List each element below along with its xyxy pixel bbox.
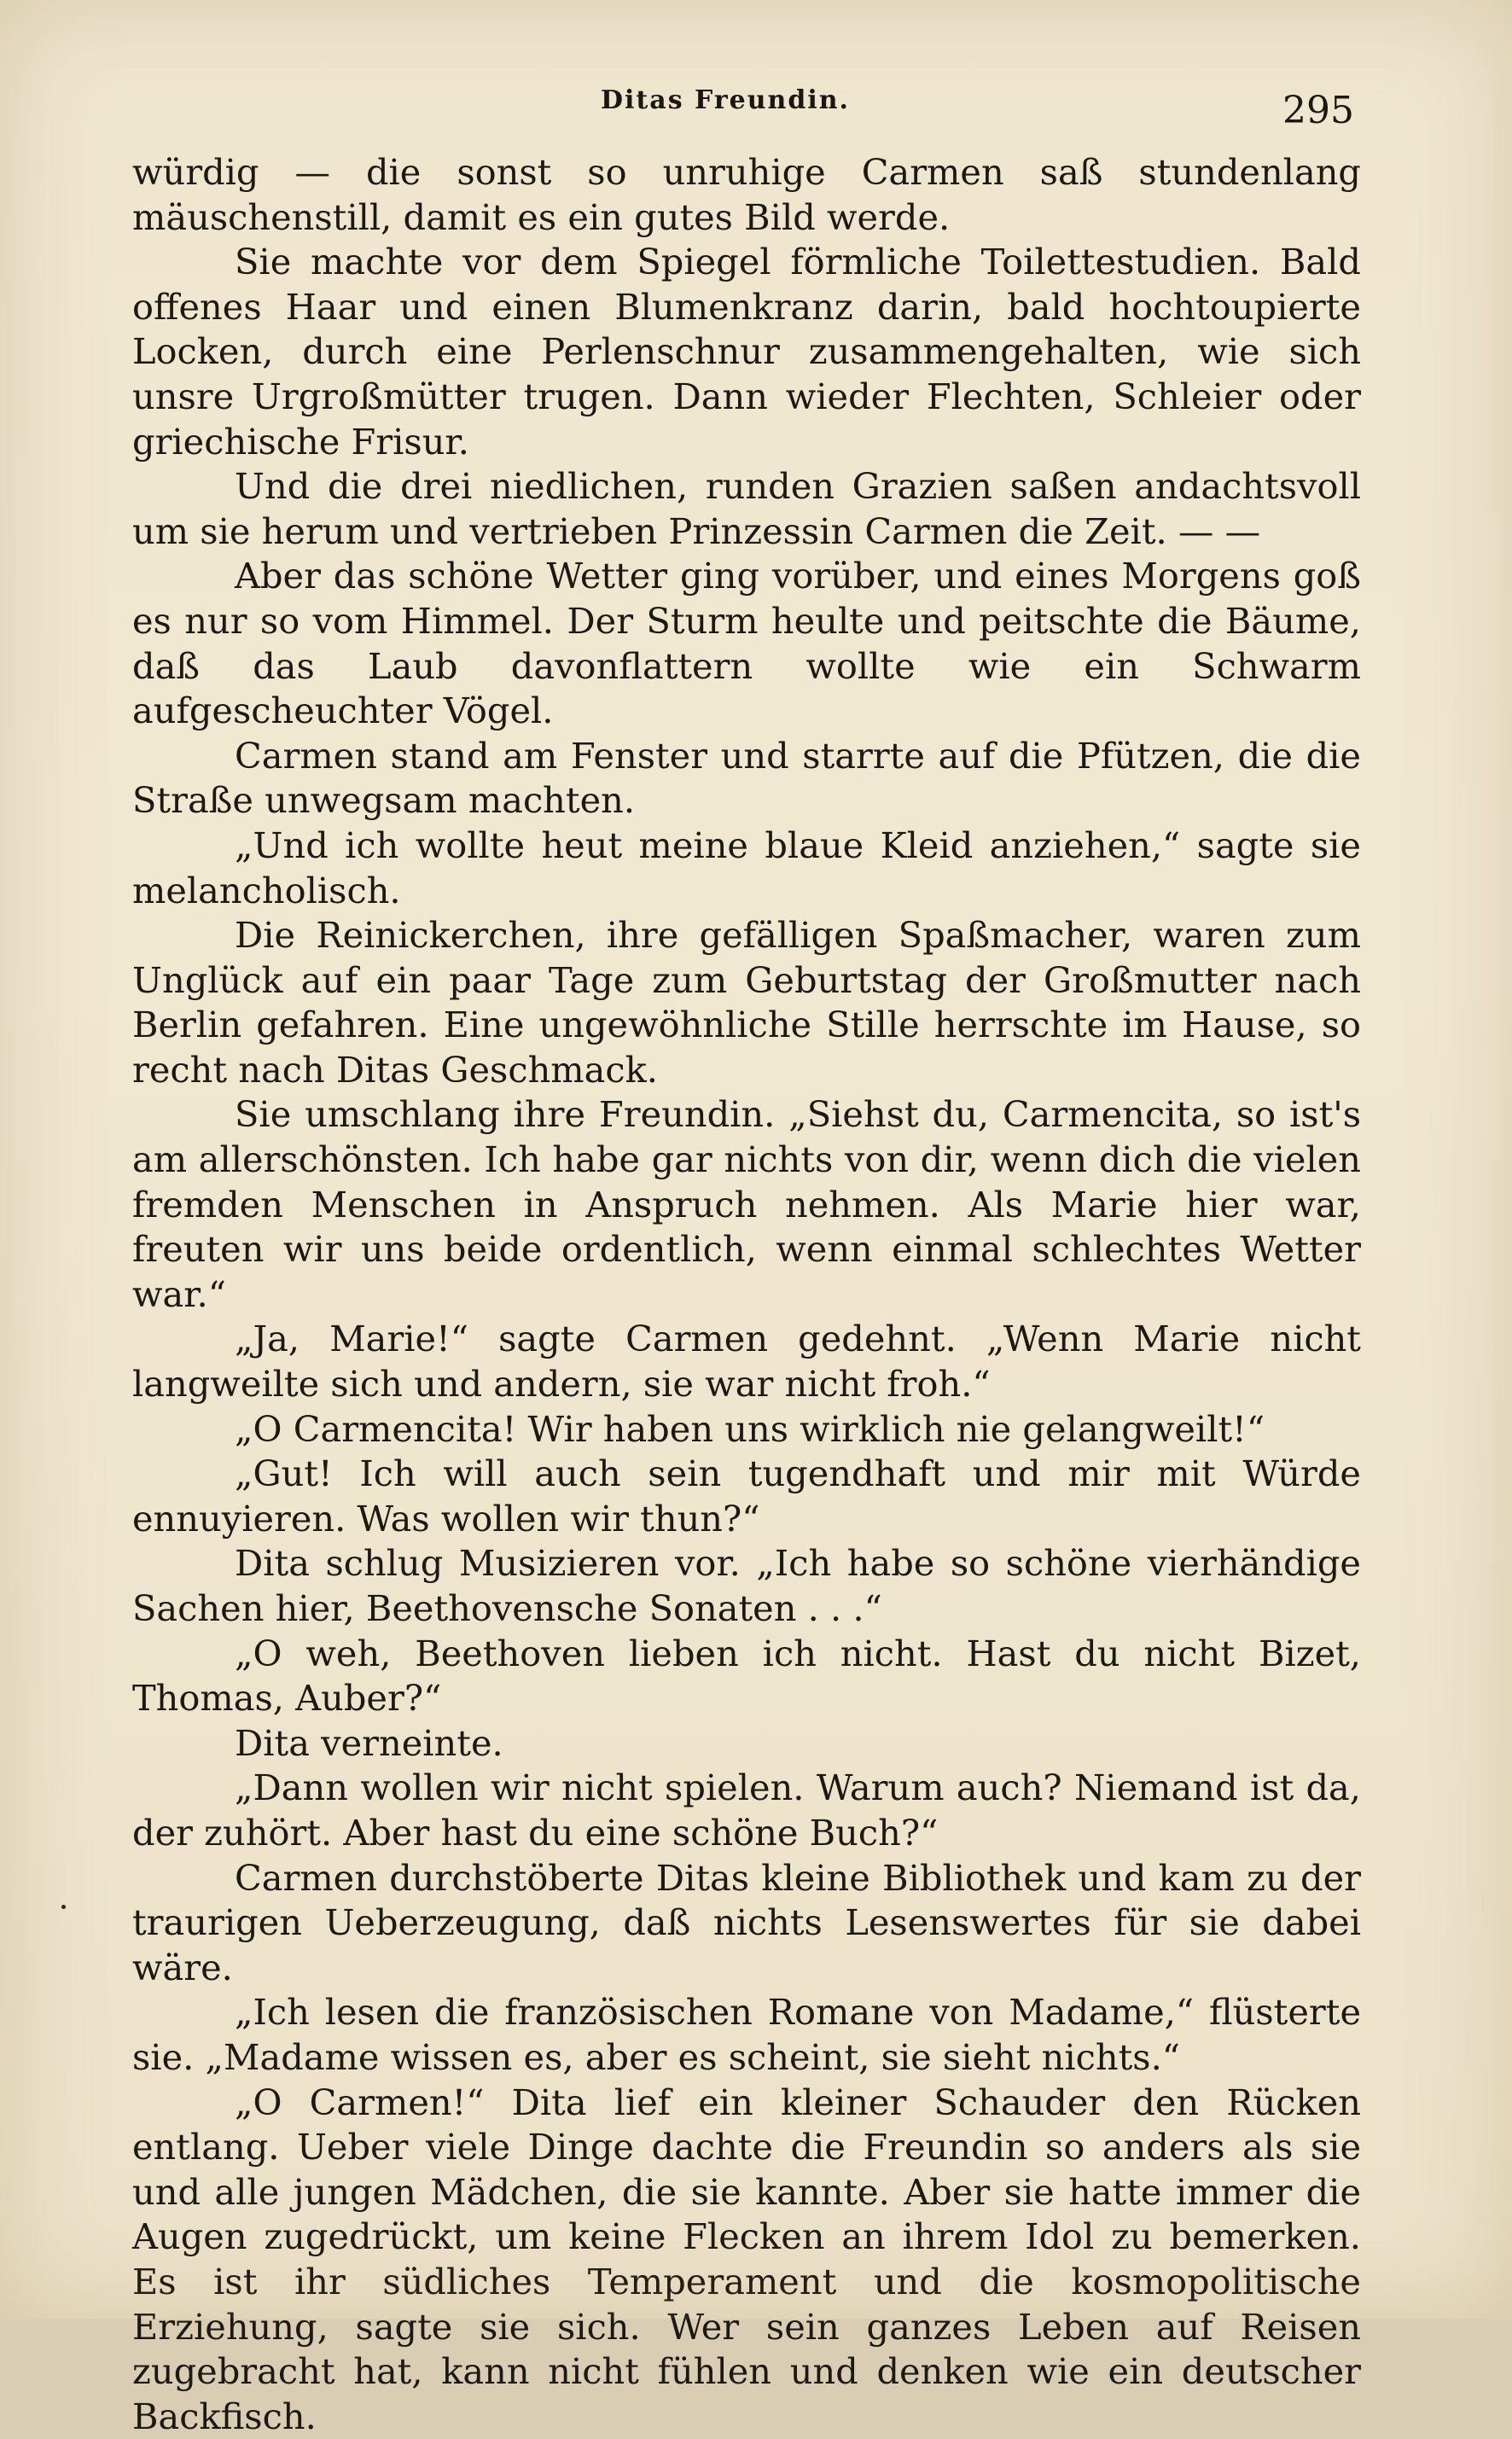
body-text [132, 150, 1361, 2439]
paragraph: „O weh, Beethoven lieben ich nicht. Hast du nicht Bizet, Thomas, Auber?“ [132, 1632, 1361, 1720]
paragraph: Carmen stand am Fenster und starrte auf die Pfützen, die die Straße unwegsam machten. [132, 734, 1361, 822]
paragraph: Die Reinickerchen, ihre gefälligen Spaßmacher, waren zum Unglück auf ein paar Tage zum Geburtstag der Großmutter nach Berlin gefahren. Eine ungewöhnliche Stille herrschte im Hause, so recht nach Ditas Geschmack. [132, 914, 1361, 1091]
running-head [0, 79, 1512, 130]
paragraph: würdig — die sonst so unruhige Carmen saß stundenlang mäuschenstill, damit es ein gutes Bild werde. [132, 151, 1361, 238]
paragraph: Sie machte vor dem Spiegel förmliche Toilettestudien. Bald offenes Haar und einen Blumenkranz darin, bald hochtoupierte Locken, durch eine Perlenschnur zusammengehalten, wie sich unsre Urgroßmütter trugen. Dann wieder Flechten, Schleier oder griechische Frisur. [132, 241, 1361, 463]
paragraph: Aber das schöne Wetter ging vorüber, und eines Morgens goß es nur so vom Himmel. Der Sturm heulte und peitschte die Bäume, daß das Laub davonflattern wollte wie ein Schwarm aufgescheuchter Vögel. [132, 555, 1361, 732]
paragraph: „Ja, Marie!“ sagte Carmen gedehnt. „Wenn Marie nicht langweilte sich und andern, sie war nicht froh.“ [132, 1318, 1361, 1406]
paragraph: „Ich lesen die französischen Romane von Madame,“ flüsterte sie. „Madame wissen es, aber es scheint, sie sieht nichts.“ [132, 1991, 1361, 2078]
page-number: 295 [1282, 89, 1354, 132]
paragraph: Dita verneinte. [235, 1721, 503, 1764]
paragraph: „Und ich wollte heut meine blaue Kleid anziehen,“ sagte sie melancholisch. [132, 824, 1361, 911]
paragraph: „O Carmencita! Wir haben uns wirklich nie gelangweilt!“ [235, 1407, 1265, 1450]
paragraph: Sie umschlang ihre Freundin. „Siehst du, Carmencita, so ist's am allerschönsten. Ich habe gar nichts von dir, wenn dich die vielen fremden Menschen in Anspruch nehmen. Als Marie hier war, freuten wir uns beide ordentlich, wenn einmal schlechtes Wetter war.“ [132, 1093, 1361, 1315]
ink-speck [61, 1905, 66, 1909]
paragraph: „Gut! Ich will auch sein tugendhaft und mir mit Würde ennuyieren. Was wollen wir thun?“ [132, 1452, 1361, 1540]
paragraph: „Dann wollen wir nicht spielen. Warum auch? Niemand ist da, der zuhört. Aber hast du eine schöne Buch?“ [132, 1767, 1361, 1854]
paragraph: Dita schlug Musizieren vor. „Ich habe so schöne vierhändige Sachen hier, Beethovensche Sonaten . . .“ [132, 1542, 1361, 1629]
running-title: Ditas Freundin. [601, 85, 850, 115]
paragraph: Carmen durchstöberte Ditas kleine Bibliothek und kam zu der traurigen Ueberzeugung, daß nichts Lesenswertes für sie dabei wäre. [132, 1856, 1361, 1988]
paragraph: Und die drei niedlichen, runden Grazien saßen andachtsvoll um sie herum und vertrieben Prinzessin Carmen die Zeit. — — [132, 465, 1361, 552]
paragraph: „O Carmen!“ Dita lief ein kleiner Schauder den Rücken entlang. Ueber viele Dinge dachte die Freundin so anders als sie und alle jungen Mädchen, die sie kannte. Aber sie hatte immer die Augen zugedrückt, um keine Flecken an ihrem Idol zu bemerken. Es ist ihr südliches Temperament und die kosmopolitische Erziehung, sagte sie sich. Wer sein ganzes Leben auf Reisen zugebracht hat, kann nicht fühlen und denken wie ein deutscher Backfisch. [132, 2081, 1361, 2437]
